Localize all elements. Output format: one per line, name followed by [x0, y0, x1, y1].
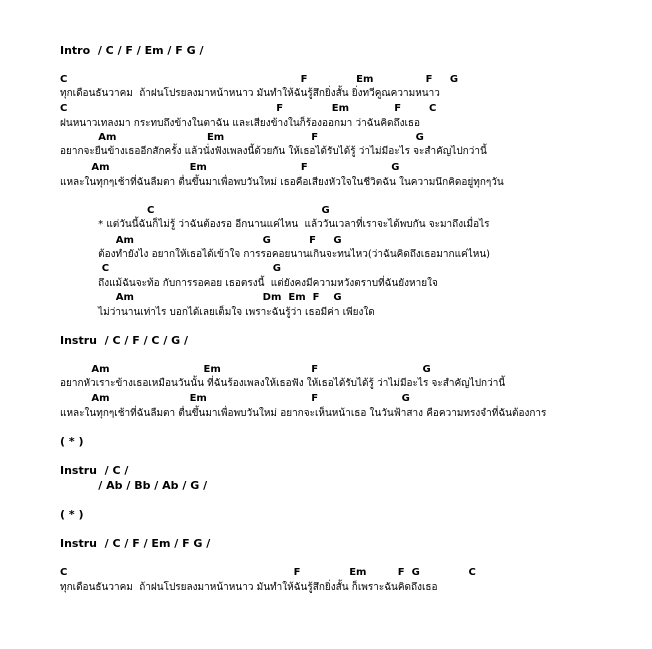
- chord-line: C F Em F G: [60, 74, 459, 85]
- lyric-line: ทุกเดือนธันวาคม ถ้าฝนโปรยลงมาหน้าหนาว มันทำให้ฉันรู้สึกยิ่งสั้น ยิ่งทวีคูณความหนาว: [60, 88, 440, 99]
- chord-line: Am Em F G: [60, 364, 431, 375]
- chord-line: Am G F G: [60, 235, 342, 246]
- repeat-marker: ( * ): [60, 508, 84, 521]
- lyric-line: ต้องทำยังไง อยากให้เธอได้เข้าใจ การรอคอยนานเกินจะทนไหว(ว่าฉันคิดถึงเธอมากแค่ไหน): [60, 249, 491, 260]
- instru-line: Instru / C /: [60, 464, 129, 477]
- lyric-line: ทุกเดือนธันวาคม ถ้าฝนโปรยลงมาหน้าหนาว มันทำให้ฉันรู้สึกยิ่งสั้น ก็เพราะฉันคิดถึงเธอ: [60, 582, 438, 593]
- chord-line: Am Em F G: [60, 393, 410, 404]
- chord-line: Am Em F G: [60, 132, 424, 143]
- lyric-line: แหละในทุกๆเช้าที่ฉันลืมตา ตื่นขึ้นมาเพื่อพบวันใหม่ เธอคือเสียงหัวใจในชีวิตฉัน ในความนึกคิดอยู่ทุกๆวัน: [60, 177, 504, 188]
- chord-line: C F Em F C: [60, 103, 437, 114]
- instru-line: Instru / C / F / C / G /: [60, 334, 189, 347]
- chord-line: Am Em F G: [60, 162, 400, 173]
- lyric-line: อยากจะยืนข้างเธออีกสักครั้ง แล้วนั่งฟังเพลงนี้ด้วยกัน ให้เธอได้รับได้รู้ ว่าไม่มีอะไร จะสำคัญไปกว่านี้: [60, 146, 487, 157]
- lyric-line: อยากหัวเราะข้างเธอเหมือนวันนั้น ที่ฉันร้องเพลงให้เธอฟัง ให้เธอได้รับได้รู้ ว่าไม่มีอะไร จะสำคัญไปกว่านี้: [60, 378, 506, 389]
- chord-line: C G: [60, 263, 281, 274]
- chord-line: Am Dm Em F G: [60, 292, 342, 303]
- repeat-marker: ( * ): [60, 435, 84, 448]
- instru-line: / Ab / Bb / Ab / G /: [60, 479, 208, 492]
- lyric-line: ถึงแม้ฉันจะท้อ กับการรอคอย เธอตรงนี้ แต่ยังคงมีความหวังตราบที่ฉันยังหายใจ: [60, 278, 438, 289]
- chord-line: C F Em F G C: [60, 567, 476, 578]
- lyric-line: * แต่วันนี้ฉันก็ไม่รู้ ว่าฉันต้องรอ อีกนานแค่ไหน แล้ววันเวลาที่เราจะได้พบกัน จะมาถึงเมื่อไร: [60, 219, 490, 230]
- lyric-line: แหละในทุกๆเช้าที่ฉันลืมตา ตื่นขึ้นมาเพื่อพบวันใหม่ อยากจะเห็นหน้าเธอ ในวันฟ้าสาง คือความทรงจำที่ฉันต้องการ: [60, 408, 547, 419]
- instru-line: Instru / C / F / Em / F G /: [60, 537, 211, 550]
- lyric-line: ไม่ว่านานเท่าไร บอกได้เลยเต็มใจ เพราะฉันรู้ว่า เธอมีค่า เพียงใด: [60, 307, 375, 318]
- intro-line: Intro / C / F / Em / F G /: [60, 44, 204, 57]
- lyric-line: ฝนหนาวเทลงมา กระทบถึงข้างในตาฉัน และเสียงข้างในก็ร้องออกมา ว่าฉันคิดถึงเธอ: [60, 118, 420, 129]
- chord-line: C G: [60, 205, 330, 216]
